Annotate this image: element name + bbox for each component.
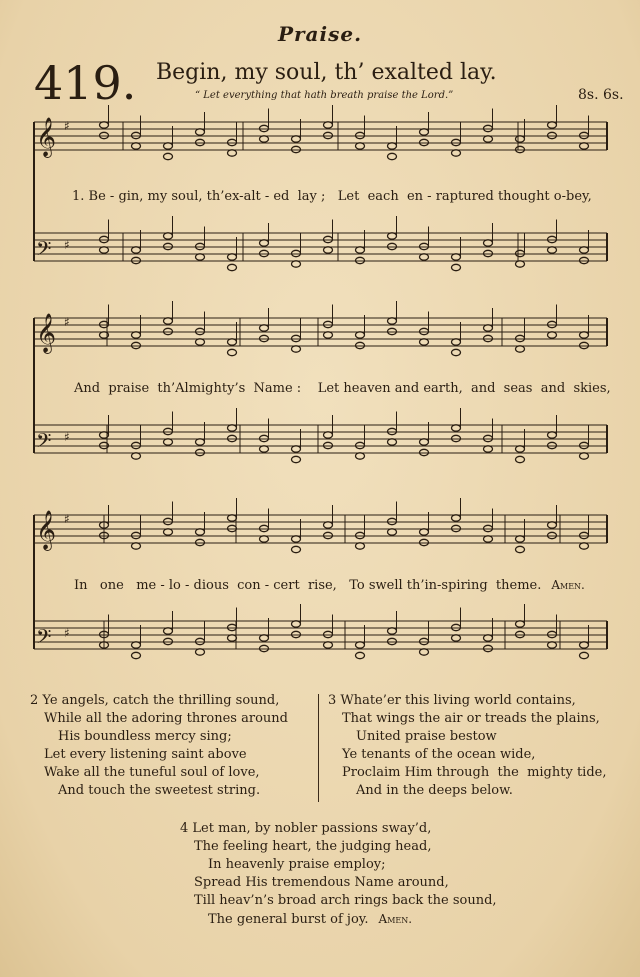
note-head xyxy=(164,318,173,324)
note-head xyxy=(228,425,237,431)
note-head xyxy=(516,261,525,267)
note-head xyxy=(580,247,589,253)
verse-2-line: His boundless mercy sing; xyxy=(58,729,232,744)
note-head xyxy=(292,546,301,552)
note-head xyxy=(292,261,301,267)
sharp-icon: ♯ xyxy=(64,430,70,444)
note-head xyxy=(228,254,237,260)
sharp-icon: ♯ xyxy=(64,315,70,329)
note-head xyxy=(228,349,237,355)
verse-4-last-line: The general burst of joy. xyxy=(208,912,369,927)
note-head xyxy=(228,339,237,345)
hymn-meter: 8s. 6s. xyxy=(578,87,624,103)
note-head xyxy=(132,642,141,648)
note-head xyxy=(164,233,173,239)
treble-clef-icon: 𝄞 xyxy=(36,313,57,353)
hymn-epigraph: “ Let everything that hath breath praise the Lord.” xyxy=(195,90,454,101)
note-head xyxy=(548,332,557,338)
note-head xyxy=(292,536,301,542)
note-head xyxy=(388,318,397,324)
note-head xyxy=(292,621,301,627)
verse-2-line: 2 Ye angels, catch the thrilling sound, xyxy=(30,693,280,708)
verse-3-line: 3 Whate’er this living world contains, xyxy=(328,693,576,708)
note-head xyxy=(484,635,493,641)
note-head xyxy=(292,346,301,352)
note-head xyxy=(548,122,557,128)
verse-2 xyxy=(30,692,288,800)
note-head xyxy=(292,446,301,452)
verse-3-line: Proclaim Him through the mighty tide, xyxy=(342,765,607,780)
bass-clef-icon: 𝄢 xyxy=(36,625,52,653)
note-head xyxy=(356,332,365,338)
hymn-number: 419. xyxy=(34,56,137,110)
note-head xyxy=(228,515,237,521)
note-head xyxy=(260,136,269,142)
verse-2-line: Wake all the tuneful soul of love, xyxy=(44,765,260,780)
note-head xyxy=(132,247,141,253)
note-head xyxy=(388,628,397,634)
note-head xyxy=(196,254,205,260)
note-head xyxy=(484,325,493,331)
lyric-line-2: And praise th’Almighty’s Name : Let heaven and earth, and seas and skies, xyxy=(74,381,611,396)
note-head xyxy=(228,635,237,641)
note-head xyxy=(388,233,397,239)
note-head xyxy=(132,332,141,338)
note-head xyxy=(196,339,205,345)
verse-3-line: That wings the air or treads the plains, xyxy=(342,711,600,726)
verse-3-line: United praise bestow xyxy=(356,729,497,744)
note-head xyxy=(580,652,589,658)
note-head xyxy=(356,143,365,149)
note-head xyxy=(484,446,493,452)
note-head xyxy=(420,339,429,345)
note-head xyxy=(516,136,525,142)
treble-clef-icon: 𝄞 xyxy=(36,510,57,550)
note-head xyxy=(580,143,589,149)
verse-4-line: In heavenly praise employ; xyxy=(208,857,386,872)
note-head xyxy=(292,136,301,142)
note-head xyxy=(356,642,365,648)
note-head xyxy=(580,453,589,459)
note-head xyxy=(132,543,141,549)
note-head xyxy=(324,432,333,438)
verse-4-amen: Amen. xyxy=(378,912,413,926)
verse-4-line: Spread His tremendous Name around, xyxy=(194,875,449,890)
note-head xyxy=(516,446,525,452)
verse-4-line: The feeling heart, the judging head, xyxy=(194,839,432,854)
note-head xyxy=(356,453,365,459)
note-head xyxy=(420,649,429,655)
section-header: Praise. xyxy=(277,22,363,46)
note-head xyxy=(164,628,173,634)
note-head xyxy=(100,247,109,253)
note-head xyxy=(196,129,205,135)
amen-label: Amen. xyxy=(551,578,585,592)
note-head xyxy=(324,642,333,648)
note-head xyxy=(164,153,173,159)
note-head xyxy=(420,129,429,135)
note-head xyxy=(324,332,333,338)
note-head xyxy=(260,536,269,542)
verse-4-line: 4 Let man, by nobler passions sway’d, xyxy=(180,821,432,836)
note-head xyxy=(548,522,557,528)
note-head xyxy=(324,522,333,528)
sharp-icon: ♯ xyxy=(64,512,70,526)
note-head xyxy=(516,456,525,462)
note-head xyxy=(324,122,333,128)
note-head xyxy=(420,529,429,535)
verse-4-line xyxy=(180,910,497,929)
note-head xyxy=(452,635,461,641)
note-head xyxy=(356,543,365,549)
note-head xyxy=(356,247,365,253)
note-head xyxy=(484,536,493,542)
note-head xyxy=(324,247,333,253)
note-head xyxy=(164,439,173,445)
note-head xyxy=(452,339,461,345)
note-head xyxy=(580,642,589,648)
note-head xyxy=(452,254,461,260)
note-head xyxy=(164,529,173,535)
sharp-icon: ♯ xyxy=(64,626,70,640)
note-head xyxy=(420,254,429,260)
verse-4-line: Till heav’n’s broad arch rings back the sound, xyxy=(194,893,497,908)
note-head xyxy=(196,649,205,655)
note-head xyxy=(452,264,461,270)
verse-2-line: Let every listening saint above xyxy=(44,747,247,762)
note-head xyxy=(356,652,365,658)
treble-clef-icon: 𝄞 xyxy=(36,117,57,157)
note-head xyxy=(516,621,525,627)
note-head xyxy=(228,150,237,156)
note-head xyxy=(580,332,589,338)
sharp-icon: ♯ xyxy=(64,119,70,133)
verse-4 xyxy=(180,820,497,929)
note-head xyxy=(132,143,141,149)
note-head xyxy=(484,136,493,142)
note-head xyxy=(388,439,397,445)
verse-3-line: Ye tenants of the ocean wide, xyxy=(342,747,536,762)
note-head xyxy=(196,439,205,445)
note-head xyxy=(516,546,525,552)
note-head xyxy=(420,439,429,445)
note-head xyxy=(516,536,525,542)
lyric-line-1: 1. Be - gin, my soul, th’ex-alt - ed lay ; Let each en - raptured thought o-bey, xyxy=(72,189,592,204)
note-head xyxy=(260,635,269,641)
note-head xyxy=(452,150,461,156)
verse-2-line: While all the adoring thrones around xyxy=(44,711,288,726)
note-head xyxy=(228,264,237,270)
note-head xyxy=(292,456,301,462)
lyric-line-3 xyxy=(74,578,585,593)
bass-clef-icon: 𝄢 xyxy=(36,429,52,457)
note-head xyxy=(516,346,525,352)
note-head xyxy=(260,446,269,452)
note-head xyxy=(452,515,461,521)
note-head xyxy=(164,143,173,149)
lyric-line-3-text: In one me - lo - dious con - cert rise, To swell th’in-spiring theme. xyxy=(74,578,542,593)
sharp-icon: ♯ xyxy=(64,238,70,252)
verse-divider xyxy=(318,694,319,802)
hymn-title: Begin, my soul, th’ exalted lay. xyxy=(156,60,497,85)
note-head xyxy=(452,425,461,431)
verse-2-line: And touch the sweetest string. xyxy=(58,783,261,798)
note-head xyxy=(196,529,205,535)
verse-3 xyxy=(328,692,606,800)
note-head xyxy=(100,122,109,128)
note-head xyxy=(260,325,269,331)
note-head xyxy=(548,247,557,253)
note-head xyxy=(132,453,141,459)
note-head xyxy=(548,432,557,438)
note-head xyxy=(484,240,493,246)
note-head xyxy=(580,543,589,549)
note-head xyxy=(260,240,269,246)
note-head xyxy=(548,642,557,648)
note-head xyxy=(388,529,397,535)
note-head xyxy=(452,349,461,355)
bass-clef-icon: 𝄢 xyxy=(36,237,52,265)
note-head xyxy=(388,153,397,159)
verse-3-line: And in the deeps below. xyxy=(356,783,513,798)
note-head xyxy=(132,652,141,658)
note-head xyxy=(388,143,397,149)
